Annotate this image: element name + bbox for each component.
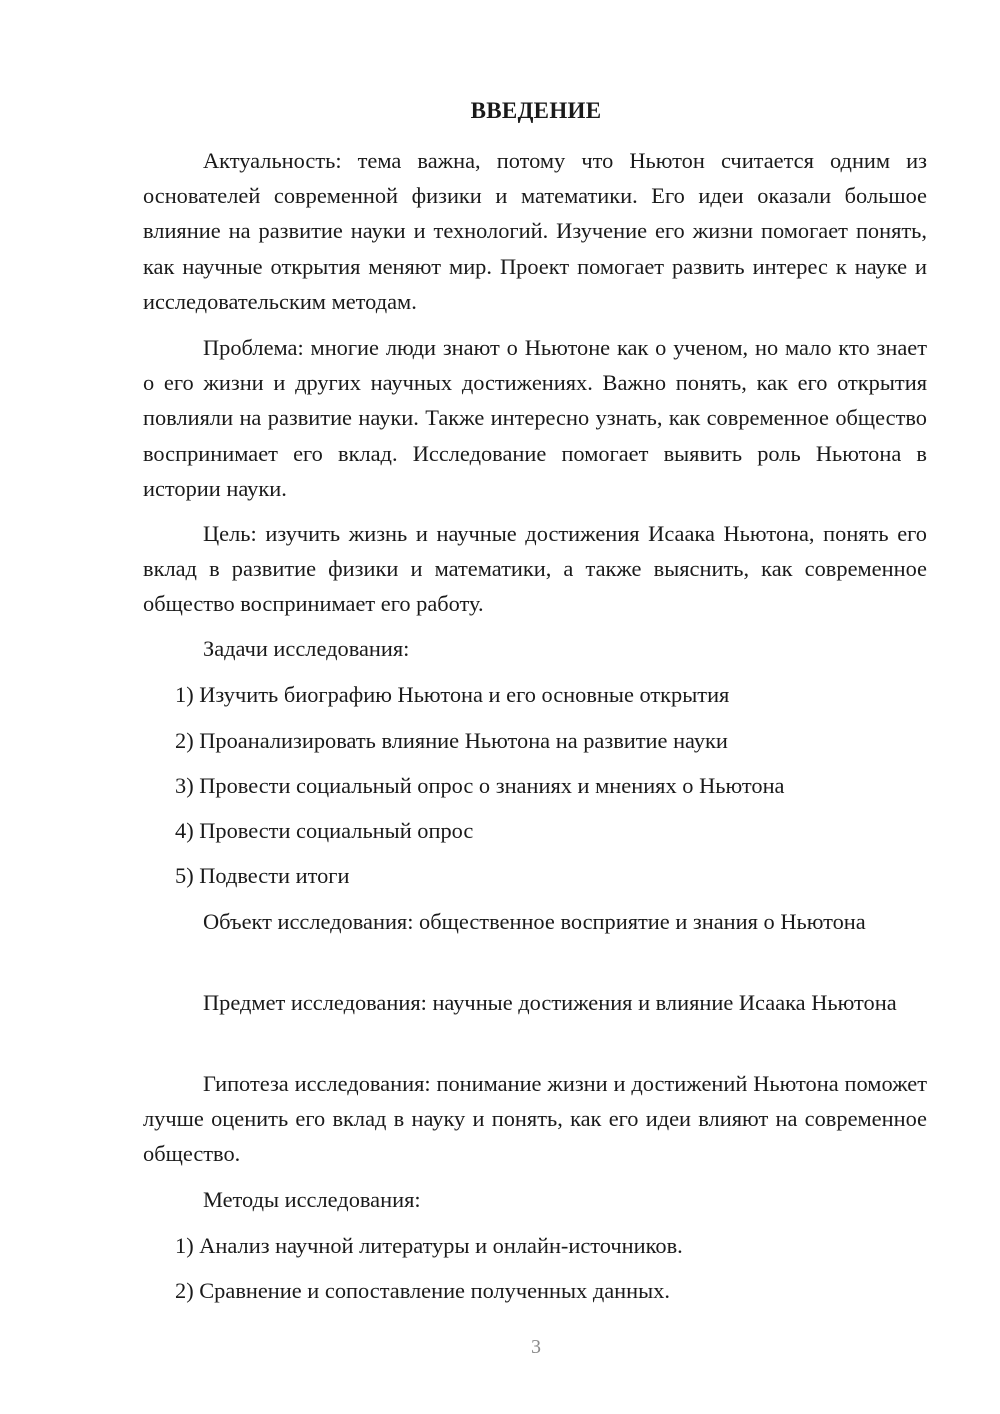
hypothesis-paragraph: Гипотеза исследования: понимание жизни и достижений Ньютона поможет лучше оценить его вклад в науку и понять, как его идеи влияют на современное общество. xyxy=(143,1071,927,1167)
task-item: 5) Подвести итоги xyxy=(175,863,350,888)
method-item: 1) Анализ научной литературы и онлайн-источников. xyxy=(175,1233,683,1258)
subject-paragraph: Предмет исследования: научные достижения и влияние Исаака Ньютона xyxy=(203,990,897,1015)
task-item: 2) Проанализировать влияние Ньютона на развитие науки xyxy=(175,728,728,753)
methods-heading: Методы исследования: xyxy=(203,1187,421,1212)
task-item: 4) Провести социальный опрос xyxy=(175,818,474,843)
task-item: 3) Провести социальный опрос о знаниях и мнениях о Ньютона xyxy=(175,773,785,798)
page-number: 3 xyxy=(531,1336,541,1358)
object-paragraph: Объект исследования: общественное восприятие и знания о Ньютона xyxy=(203,909,866,934)
section-heading: ВВЕДЕНИЕ xyxy=(470,98,602,123)
problem-paragraph: Проблема: многие люди знают о Ньютоне как о ученом, но мало кто знает о его жизни и других научных достижениях. Важно понять, как его открытия повлияли на развитие науки. Также интересно узнать, как современное общество воспринимает его вклад. Исследование помогает выявить роль Ньютона в истории науки. xyxy=(143,335,927,501)
task-item: 1) Изучить биографию Ньютона и его основные открытия xyxy=(175,682,730,707)
relevance-paragraph: Актуальность: тема важна, потому что Ньютон считается одним из основателей современной физики и математики. Его идеи оказали большое влияние на развитие науки и технологий. Изучение его жизни помогает понять, как научные открытия меняют мир. Проект помогает развить интерес к науке и исследовательским методам. xyxy=(143,148,927,314)
method-item: 2) Сравнение и сопоставление полученных данных. xyxy=(175,1278,670,1303)
tasks-heading: Задачи исследования: xyxy=(203,636,410,661)
goal-paragraph: Цель: изучить жизнь и научные достижения Исаака Ньютона, понять его вклад в развитие физики и математики, а также выяснить, как современное общество воспринимает его работу. xyxy=(143,521,927,617)
